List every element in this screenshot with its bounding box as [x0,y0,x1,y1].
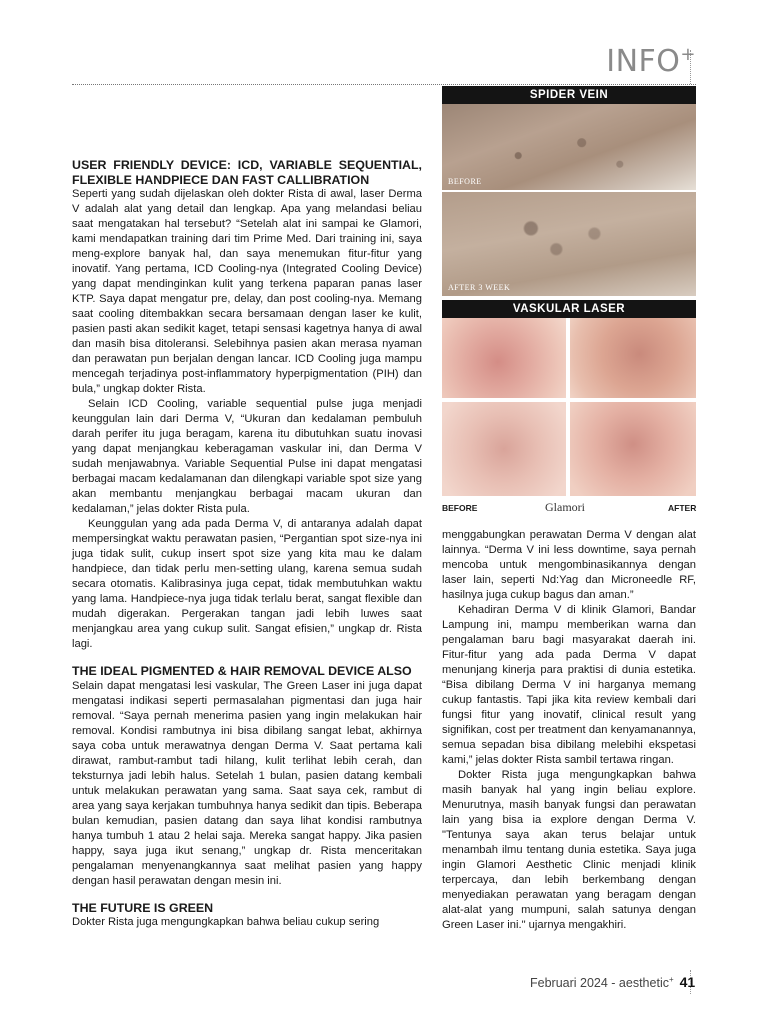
right-column [442,528,696,933]
caption-before: BEFORE [442,503,478,513]
left-column [72,158,422,930]
section-header: INFO+ [606,44,696,79]
paragraph: Seperti yang sudah dijelaskan oleh dokter Rista di awal, laser Derma V adalah alat yang detail dan lengkap. Apa yang melandasi beliau saat mengatakan hal tersebut? “Setelah alat ini sampai ke Glamori, kami mendapatkan training dari tim Prime Med. Dari training ini, saya meng-explore banyak hal, dan saya menemukan fitur-fitur yang inovatif. Yang pertama, ICD Cooling-nya (Integrated Cooling Device) yang dapat mendinginkan kulit yang terkena paparan panas laser KTP. Saya dapat mengatur pre, delay, dan post cooling-nya. Memang saat cooling ditembakkan secara bersamaan dengan laser ke kulit, pasien pasti akan sedikit kaget, tetapi sensasi kagetnya hanya di awal dan masih bisa ditoleransi. Selebihnya pasien akan merasa nyaman dan perawatan pun berjalan dengan lancar. ICD Cooling juga mampu mencegah terjadinya post-inflammatory hyperpigmentation (PIH) dan bula,” ungkap dokter Rista. [72,188,422,395]
vaskular-laser-title: VASKULAR LASER [442,300,696,318]
after-label: AFTER 3 WEEK [448,283,511,292]
vaskular-before-top [442,318,566,398]
before-photo [442,104,696,190]
after-photo [442,192,696,296]
vaskular-before-bottom [442,402,566,496]
caption-after: AFTER [668,503,697,513]
paragraph: Dokter Rista juga mengungkapkan bahwa beliau cukup sering [72,916,380,928]
vaskular-after-bottom [570,402,696,496]
page-number: 41 [679,974,696,990]
footer-divider [690,970,692,994]
paragraph: menggabungkan perawatan Derma V dengan alat lainnya. “Derma V ini less downtime, saya pernah mencoba untuk mengombinasikannya dengan laser lain, seperti Nd:Yag dan Microneedle RF, hasilnya juga cukup bagus dan aman.” [442,529,696,601]
page-footer: Februari 2024 - aesthetic+ 41 [530,974,696,990]
paragraph: Keunggulan yang ada pada Derma V, di antaranya adalah dapat mempersingkat waktu perawatan pasien, “Pergantian spot size-nya ini juga tidak sulit, cukup insert spot size yang kita mau ke dalam handpiece, dan tidak perlu men-setting ulang, karena semua sudah secara otomatis. Kalibrasinya juga cepat, tidak membutuhkan waktu yang lama. Handpiece-nya juga tidak terlalu berat, sangat flexible dan mudah digerakan. Pergerakan tangan jadi lebih luwes saat menjangkau area yang cukup sulit. Sangat efisien,” ungkap dr. Rista lagi. [72,518,422,650]
heading-user-friendly: USER FRIENDLY DEVICE: ICD, VARIABLE SEQUENTIAL, FLEXIBLE HANDPIECE DAN FAST CALLIBRATION [72,158,422,187]
spider-vein-title: SPIDER VEIN [442,86,696,104]
heading-ideal-pigmented: THE IDEAL PIGMENTED & HAIR REMOVAL DEVICE ALSO [72,664,412,678]
paragraph: Selain dapat mengatasi lesi vaskular, The Green Laser ini juga dapat mengatasi indikasi seperti permasalahan pigmentasi dan juga hair removal. “Saya pernah menerima pasien yang ingin melakukan hair removal. Kondisi rambutnya ini bisa dibilang sangat lebat, akhirnya saya coba untuk merawatnya dengan Derma V. Saat pertama kali dirawat, rambut-rambut tadi hilang, kulit terlihat lebih cerah, dan teksturnya jadi lebih halus. Setelah 1 bulan, pasien datang kembali untuk melakukan perawatan yang sama. Saat saya cek, rambut di area yang saya kerjakan tumbuhnya hanya sedikit dan tipis. Beberapa bulan kemudian, pasien datang dan saya lihat kondisi rambutnya hanya tumbuh 1 atau 2 helai saja. Mereka sangat happy. Jika pasien happy, saya juga ikut senang,” ungkap dr. Rista menceritakan pengalaman menyenangkannya saat melihat pasien yang happy dengan hasil perawatan dengan mesin ini. [72,679,422,887]
header-divider [690,50,692,84]
heading-future-green: THE FUTURE IS GREEN [72,900,214,915]
paragraph: Dokter Rista juga mengungkapkan bahwa masih banyak hal yang ingin beliau explore. Menurutnya, masih banyak fungsi dan perawatan lain yang bisa ia explore dengan Derma V. "Tentunya saya akan terus belajar untuk menambah ilmu tentang dunia estetika. Saya juga ingin Glamori Aesthetic Clinic menjadi klinik terpercaya, dan lebih berkembang dengan menyediakan perawatan yang beragam dengan alat-alat yang mumpuni, salah satunya dengan Green Laser ini." ujarnya mengakhiri. [442,769,696,931]
glamori-logo: Glamori [545,500,585,514]
before-label: BEFORE [448,177,482,186]
paragraph: Kehadiran Derma V di klinik Glamori, Bandar Lampung ini, mampu memberikan warna dan pengalaman baru bagi masyarakat daerah ini. Fitur-fitur yang ada pada Derma V dapat menunjang kinerja para praktisi di dunia estetika. “Bisa dibilang Derma V ini harganya memang cukup fantastis. Tapi jika kita review kembali dari fungsi fitur yang inovatif, clinical result yang signifikan, cost per treatment dan kenyamanannya, semua sepadan bisa dibilang melebihi ekspetasi kami,” jelas dokter Rista sambil tertawa ringan. [442,604,696,766]
vaskular-after-top [570,318,696,398]
dotted-rule [72,84,696,85]
paragraph: Selain ICD Cooling, variable sequential pulse juga menjadi keunggulan lain dari Derma V, “Ukuran dan kedalaman pembuluh darah perifer itu juga beragam, karena itu dibutuhkan suatu inovasi yang dapat menjangkau keberagaman vaskular ini, dan Derma V sudah menjawabnya. Variable Sequential Pulse ini dapat mengatasi berbagai macam kedalamanan dan dilengkapi variable spot size yang akan membantu menjangkau berbagai macam ukuran dan kedalaman,” jelas dokter Rista pula. [72,398,422,515]
